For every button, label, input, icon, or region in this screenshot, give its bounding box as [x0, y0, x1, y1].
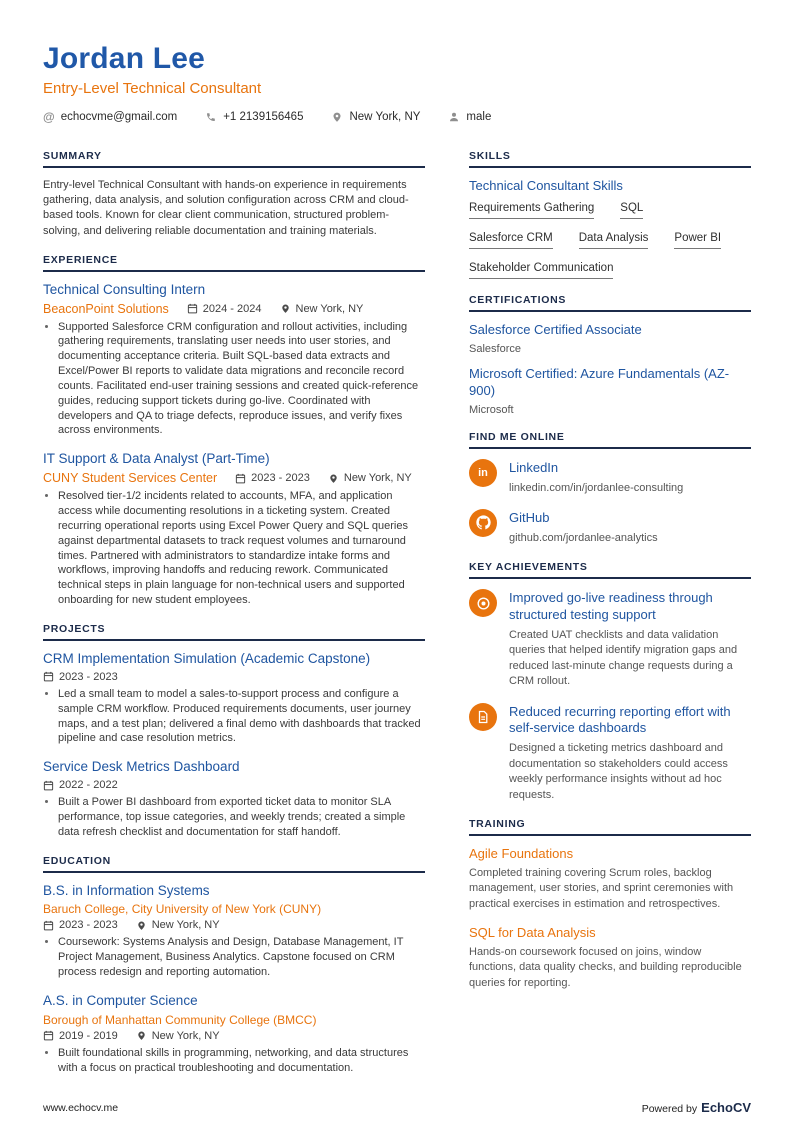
echocv-brand: EchoCV [701, 1100, 751, 1115]
target-icon [469, 589, 497, 617]
skill-tag: Stakeholder Communication [469, 262, 613, 279]
training-description: Completed training covering Scrum roles, backlog management, user stories, and sprint ceremonies with practical exercises in estimation and retrospectives. [469, 866, 734, 910]
section-find-me-online [469, 431, 751, 547]
online-profile-body [509, 509, 751, 546]
certification-issuer: Microsoft [469, 403, 514, 416]
section-skills [469, 150, 751, 279]
skill-tag: Requirements Gathering [469, 202, 594, 219]
education-school: Baruch College, City University of New York (CUNY) [43, 902, 322, 917]
education-bullet: • Coursework: Systems Analysis and Design, Database Management, IT Project Management, Business Analytics. Capstone focused on CRM process redesign and reporting automation. [58, 935, 425, 980]
location-pin-icon [136, 920, 147, 931]
experience-item [43, 451, 425, 608]
project-bullets [43, 687, 425, 746]
location-pin-icon [280, 303, 291, 314]
experience-item [43, 282, 425, 439]
project-dates: 2023 - 2023 [43, 671, 118, 683]
document-icon [469, 703, 497, 731]
contact-email-text: echocvme@gmail.com [60, 111, 178, 123]
contact-gender-text: male [466, 111, 492, 123]
project-dates: 2022 - 2022 [43, 779, 118, 791]
experience-title: Technical Consulting Intern [43, 281, 206, 297]
calendar-icon [43, 780, 54, 791]
project-meta-row [43, 671, 425, 683]
online-profile-url[interactable]: linkedin.com/in/jordanlee-consulting [509, 481, 684, 494]
project-item [43, 651, 425, 746]
education-dates: 2023 - 2023 [43, 919, 118, 931]
contact-email[interactable] [43, 110, 177, 124]
page-footer [43, 1100, 751, 1115]
achievement-title: Reduced recurring reporting effort with self-service dashboards [509, 703, 731, 736]
skills-list [469, 202, 751, 279]
skill-tag: Data Analysis [579, 232, 649, 249]
experience-title: IT Support & Data Analyst (Part-Time) [43, 451, 270, 467]
contact-row [43, 110, 751, 124]
achievement-body [509, 703, 751, 803]
training-title: Agile Foundations [469, 845, 574, 861]
experience-bullet: • Resolved tier-1/2 incidents related to accounts, MFA, and application access while documenting resolutions in a ticketing system. Created recurring operational reports using Excel Power Query and SQL queries against departmental datasets to track request volumes and turnaround times. Partnered with administrators to standardize intake forms and workflows, improving handoffs and reducing rework. Communicated technical steps in plain language for non-technical users and supported onboarding for new student employees. [58, 489, 425, 608]
summary-heading: SUMMARY [43, 150, 425, 168]
project-bullet: • Built a Power BI dashboard from exported ticket data to monitor SLA performance, top issue categories, and weekly trends; created a simple data refresh checklist and documentation for staff handoff. [58, 795, 425, 840]
experience-company: CUNY Student Services Center [43, 471, 218, 486]
section-education [43, 855, 425, 1076]
education-location: New York, NY [136, 919, 220, 931]
certification-item [469, 322, 751, 355]
contact-phone-text: +1 2139156465 [223, 111, 304, 123]
projects-heading: PROJECTS [43, 623, 425, 641]
experience-bullets [43, 489, 425, 608]
education-bullets [43, 1046, 425, 1076]
project-title: Service Desk Metrics Dashboard [43, 759, 240, 775]
phone-icon [205, 111, 217, 123]
online-profile-url[interactable]: github.com/jordanlee-analytics [509, 531, 658, 544]
key-achievements-heading: KEY ACHIEVEMENTS [469, 561, 751, 579]
training-item [469, 925, 751, 991]
linkedin-icon: in [469, 459, 497, 487]
experience-bullets [43, 320, 425, 439]
training-item [469, 846, 751, 912]
person-job-title: Entry-Level Technical Consultant [43, 80, 262, 97]
education-degree: A.S. in Computer Science [43, 993, 198, 1008]
certifications-heading: CERTIFICATIONS [469, 294, 751, 312]
achievement-title: Improved go-live readiness through structured testing support [509, 590, 713, 623]
skill-tag: Power BI [674, 232, 721, 249]
calendar-icon [43, 920, 54, 931]
experience-location: New York, NY [328, 472, 412, 484]
online-profile-label: LinkedIn [509, 459, 559, 475]
achievement-description: Created UAT checklists and data validation queries that helped identify migration gaps and reduced last-minute change requests during a CRM rollout. [509, 629, 738, 688]
powered-by-text: Powered by [641, 1103, 698, 1115]
left-column [43, 150, 425, 1091]
education-item [43, 883, 425, 980]
education-heading: EDUCATION [43, 855, 425, 873]
experience-dates: 2023 - 2023 [235, 472, 310, 484]
training-description: Hands-on coursework focused on joins, window functions, data quality checks, and building reproducible queries for reporting. [469, 946, 742, 989]
columns [43, 150, 751, 1091]
education-location: New York, NY [136, 1030, 220, 1042]
skills-group-title: Technical Consultant Skills [469, 178, 623, 193]
project-meta-row [43, 779, 425, 791]
resume-header [43, 42, 751, 124]
find-me-online-heading: FIND ME ONLINE [469, 431, 751, 449]
email-icon: @ [43, 110, 55, 124]
achievement-item [469, 589, 751, 689]
certification-issuer: Salesforce [469, 342, 521, 355]
contact-gender [448, 111, 491, 123]
contact-location [331, 111, 420, 123]
education-bullet: • Built foundational skills in programming, networking, and data structures with a focus on practical troubleshooting and documentation. [58, 1046, 425, 1076]
experience-company: BeaconPoint Solutions [43, 301, 169, 316]
summary-text: Entry-level Technical Consultant with hands-on experience in requirements gathering, data analysis, and solution configuration across CRM and cloud-based tools. Known for clear client communication, structured problem-solving, and delivering reliable documentation and training materials. [43, 179, 409, 237]
calendar-icon [43, 1030, 54, 1041]
project-bullets [43, 795, 425, 840]
person-name: Jordan Lee [43, 42, 206, 75]
achievement-body [509, 589, 751, 689]
experience-bullet: • Supported Salesforce CRM configuration and rollout activities, including gathering requirements, translating user needs into user stories, and documenting acceptance criteria. Built SQL-based data extracts and Excel/Power BI reports to validate data migrations and reconcile record counts. Facilitated end-user training sessions and created quick-reference guides, reducing support tickets during go-live. Coordinated with developers and QA to triage defects, reproduce issues, and verify fixes across environments. [58, 320, 425, 439]
section-experience [43, 254, 425, 608]
skills-heading: SKILLS [469, 150, 751, 168]
experience-location: New York, NY [280, 303, 364, 315]
section-training [469, 818, 751, 991]
contact-phone [205, 111, 303, 123]
contact-location-text: New York, NY [349, 111, 421, 123]
powered-by [642, 1100, 751, 1115]
section-projects [43, 623, 425, 840]
education-item [43, 993, 425, 1076]
experience-heading: EXPERIENCE [43, 254, 425, 272]
education-meta-row [43, 919, 425, 931]
calendar-icon [187, 303, 198, 314]
calendar-icon [235, 473, 246, 484]
education-school: Borough of Manhattan Community College (BMCC) [43, 1012, 317, 1027]
online-profile-body [509, 459, 751, 496]
certification-title: Microsoft Certified: Azure Fundamentals (AZ-900) [469, 365, 730, 398]
education-degree: B.S. in Information Systems [43, 882, 210, 898]
location-pin-icon [328, 473, 339, 484]
achievement-item [469, 703, 751, 803]
certification-item [469, 366, 751, 416]
online-profile-linkedin[interactable] [469, 459, 751, 496]
skill-tag: Salesforce CRM [469, 232, 553, 249]
footer-site-link[interactable]: www.echocv.me [43, 1101, 119, 1114]
project-title: CRM Implementation Simulation (Academic Capstone) [43, 650, 371, 666]
section-certifications [469, 294, 751, 416]
experience-meta-row [43, 471, 425, 485]
location-pin-icon [331, 111, 343, 123]
section-summary [43, 150, 425, 239]
training-title: SQL for Data Analysis [469, 925, 596, 941]
project-item [43, 759, 425, 839]
education-dates: 2019 - 2019 [43, 1030, 118, 1042]
experience-dates: 2024 - 2024 [187, 303, 262, 315]
certification-title: Salesforce Certified Associate [469, 322, 642, 337]
education-meta-row [43, 1030, 425, 1042]
online-profile-label: GitHub [509, 509, 550, 525]
achievement-description: Designed a ticketing metrics dashboard and documentation so stakeholders could access weekly performance insights without ad hoc requests. [509, 742, 728, 801]
section-key-achievements [469, 561, 751, 803]
person-icon [448, 111, 460, 123]
right-column [469, 150, 751, 1091]
calendar-icon [43, 671, 54, 682]
project-bullet: • Led a small team to model a sales-to-support process and configure a sample CRM workflow. Produced requirements documents, user journey maps, and a test plan; delivered a final demo with dashboards that tracked pipeline and case resolution metrics. [58, 687, 425, 746]
skill-tag: SQL [620, 202, 643, 219]
location-pin-icon [136, 1030, 147, 1041]
training-heading: TRAINING [469, 818, 751, 836]
online-profile-github[interactable] [469, 509, 751, 546]
github-icon [469, 509, 497, 537]
experience-meta-row [43, 302, 425, 316]
education-bullets [43, 935, 425, 980]
